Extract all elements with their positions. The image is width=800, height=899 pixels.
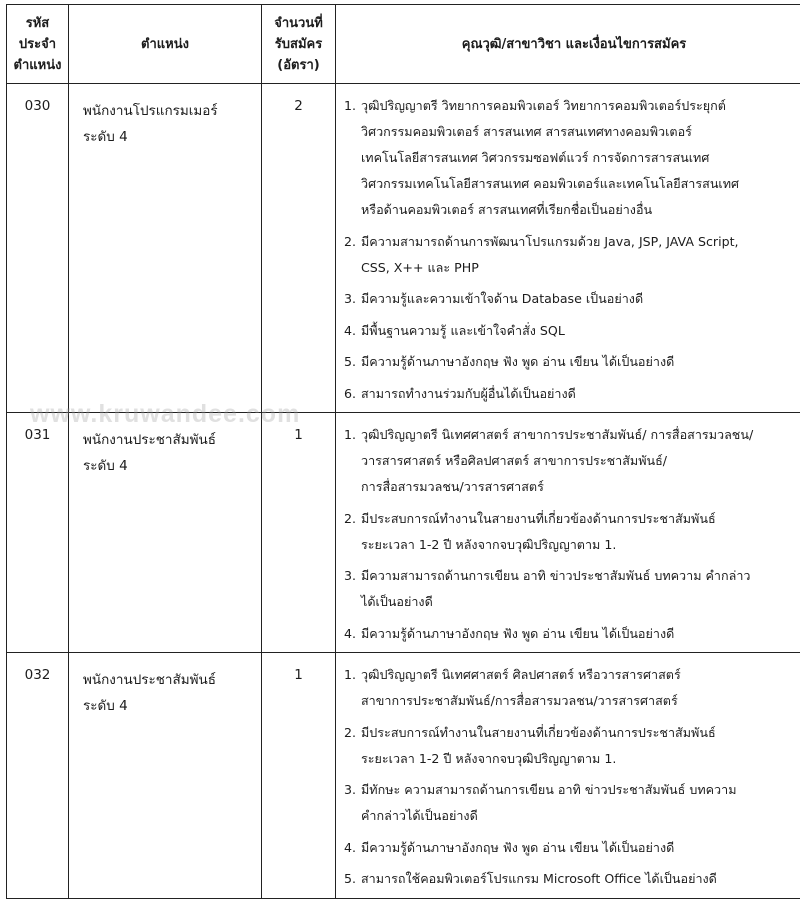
qualification-item <box>344 318 800 344</box>
qualification-list <box>336 653 800 899</box>
item-text: มีความสามารถด้านการพัฒนาโปรแกรมด้วย Java, JSP, JAVA Script, CSS, X++ และ PHP <box>361 229 800 281</box>
position-count: 1 <box>262 413 336 653</box>
qualification-item <box>344 835 800 861</box>
header-qualification: คุณวุฒิ/สาขาวิชา และเงื่อนไขการสมัคร <box>336 5 800 84</box>
watermark: www.kruwandee.com <box>30 400 300 429</box>
table-header-row <box>7 5 800 84</box>
qualification-item <box>344 422 800 500</box>
item-text: วุฒิปริญญาตรี นิเทศศาสตร์ สาขาการประชาสัมพันธ์/ การสื่อสารมวลชน/ วารสารศาสตร์ หรือศิลปศาสตร์ สาขาการประชาสัมพันธ์/ การสื่อสารมวลชน/วารสารศาสตร์ <box>361 422 800 500</box>
item-number: 6. <box>344 381 361 407</box>
item-number: 4. <box>344 621 361 647</box>
header-code: รหัส ประจำ ตำแหน่ง <box>7 5 69 84</box>
item-number: 3. <box>344 777 361 829</box>
position-count: 2 <box>262 84 336 413</box>
item-text: มีประสบการณ์ทำงานในสายงานที่เกี่ยวข้องด้านการประชาสัมพันธ์ ระยะเวลา 1-2 ปี หลังจากจบวุฒิปริญญาตาม 1. <box>361 506 800 558</box>
job-positions-table <box>6 4 800 899</box>
qualification-item <box>344 563 800 615</box>
qualification-item <box>344 777 800 829</box>
header-position: ตำแหน่ง <box>69 5 262 84</box>
position-code: 031 <box>7 413 69 653</box>
item-number: 2. <box>344 720 361 772</box>
item-number: 5. <box>344 349 361 375</box>
item-text: มีพื้นฐานความรู้ และเข้าใจคำสั่ง SQL <box>361 318 800 344</box>
qualification-list <box>336 84 800 413</box>
item-text: วุฒิปริญญาตรี วิทยาการคอมพิวเตอร์ วิทยาการคอมพิวเตอร์ประยุกต์ วิศวกรรมคอมพิวเตอร์ สารสนเทศ สารสนเทศทางคอมพิวเตอร์ เทคโนโลยีสารสนเทศ วิศวกรรมซอฟต์แวร์ การจัดการสารสนเทศ วิศวกรรมเทคโนโลยีสารสนเทศ คอมพิวเตอร์และเทคโนโลยีสารสนเทศ หรือด้านคอมพิวเตอร์ สารสนเทศที่เรียกชื่อเป็นอย่างอื่น <box>361 93 800 223</box>
header-count: จำนวนที่ รับสมัคร (อัตรา) <box>262 5 336 84</box>
item-number: 4. <box>344 318 361 344</box>
item-text: สามารถทำงานร่วมกับผู้อื่นได้เป็นอย่างดี <box>361 381 800 407</box>
item-text: มีความรู้ด้านภาษาอังกฤษ ฟัง พูด อ่าน เขียน ได้เป็นอย่างดี <box>361 349 800 375</box>
qualification-item <box>344 720 800 772</box>
table-row <box>7 653 800 899</box>
qualification-item <box>344 349 800 375</box>
item-text: มีความรู้ด้านภาษาอังกฤษ ฟัง พูด อ่าน เขียน ได้เป็นอย่างดี <box>361 621 800 647</box>
item-number: 5. <box>344 866 361 892</box>
item-text: มีประสบการณ์ทำงานในสายงานที่เกี่ยวข้องด้านการประชาสัมพันธ์ ระยะเวลา 1-2 ปี หลังจากจบวุฒิปริญญาตาม 1. <box>361 720 800 772</box>
table-row <box>7 84 800 413</box>
qualification-item <box>344 506 800 558</box>
qualification-item <box>344 662 800 714</box>
item-number: 3. <box>344 563 361 615</box>
item-text: มีความรู้และความเข้าใจด้าน Database เป็นอย่างดี <box>361 286 800 312</box>
table-row <box>7 413 800 653</box>
position-title: พนักงานประชาสัมพันธ์ ระดับ 4 <box>69 413 262 653</box>
item-number: 3. <box>344 286 361 312</box>
item-number: 2. <box>344 506 361 558</box>
position-title: พนักงานโปรแกรมเมอร์ ระดับ 4 <box>69 84 262 413</box>
qualification-item <box>344 621 800 647</box>
item-text: สามารถใช้คอมพิวเตอร์โปรแกรม Microsoft Office ได้เป็นอย่างดี <box>361 866 800 892</box>
item-number: 1. <box>344 662 361 714</box>
item-number: 1. <box>344 422 361 500</box>
qualification-item <box>344 229 800 281</box>
position-title: พนักงานประชาสัมพันธ์ ระดับ 4 <box>69 653 262 899</box>
qualification-item <box>344 93 800 223</box>
qualification-item <box>344 866 800 892</box>
item-number: 1. <box>344 93 361 223</box>
position-count: 1 <box>262 653 336 899</box>
item-text: วุฒิปริญญาตรี นิเทศศาสตร์ ศิลปศาสตร์ หรือวารสารศาสตร์ สาขาการประชาสัมพันธ์/การสื่อสารมวลชน/วารสารศาสตร์ <box>361 662 800 714</box>
item-number: 2. <box>344 229 361 281</box>
item-number: 4. <box>344 835 361 861</box>
position-code: 032 <box>7 653 69 899</box>
item-text: มีความสามารถด้านการเขียน อาทิ ข่าวประชาสัมพันธ์ บทความ คำกล่าว ได้เป็นอย่างดี <box>361 563 800 615</box>
item-text: มีความรู้ด้านภาษาอังกฤษ ฟัง พูด อ่าน เขียน ได้เป็นอย่างดี <box>361 835 800 861</box>
qualification-item <box>344 286 800 312</box>
qualification-list <box>336 413 800 653</box>
item-text: มีทักษะ ความสามารถด้านการเขียน อาทิ ข่าวประชาสัมพันธ์ บทความ คำกล่าวได้เป็นอย่างดี <box>361 777 800 829</box>
position-code: 030 <box>7 84 69 413</box>
qualification-item <box>344 381 800 407</box>
